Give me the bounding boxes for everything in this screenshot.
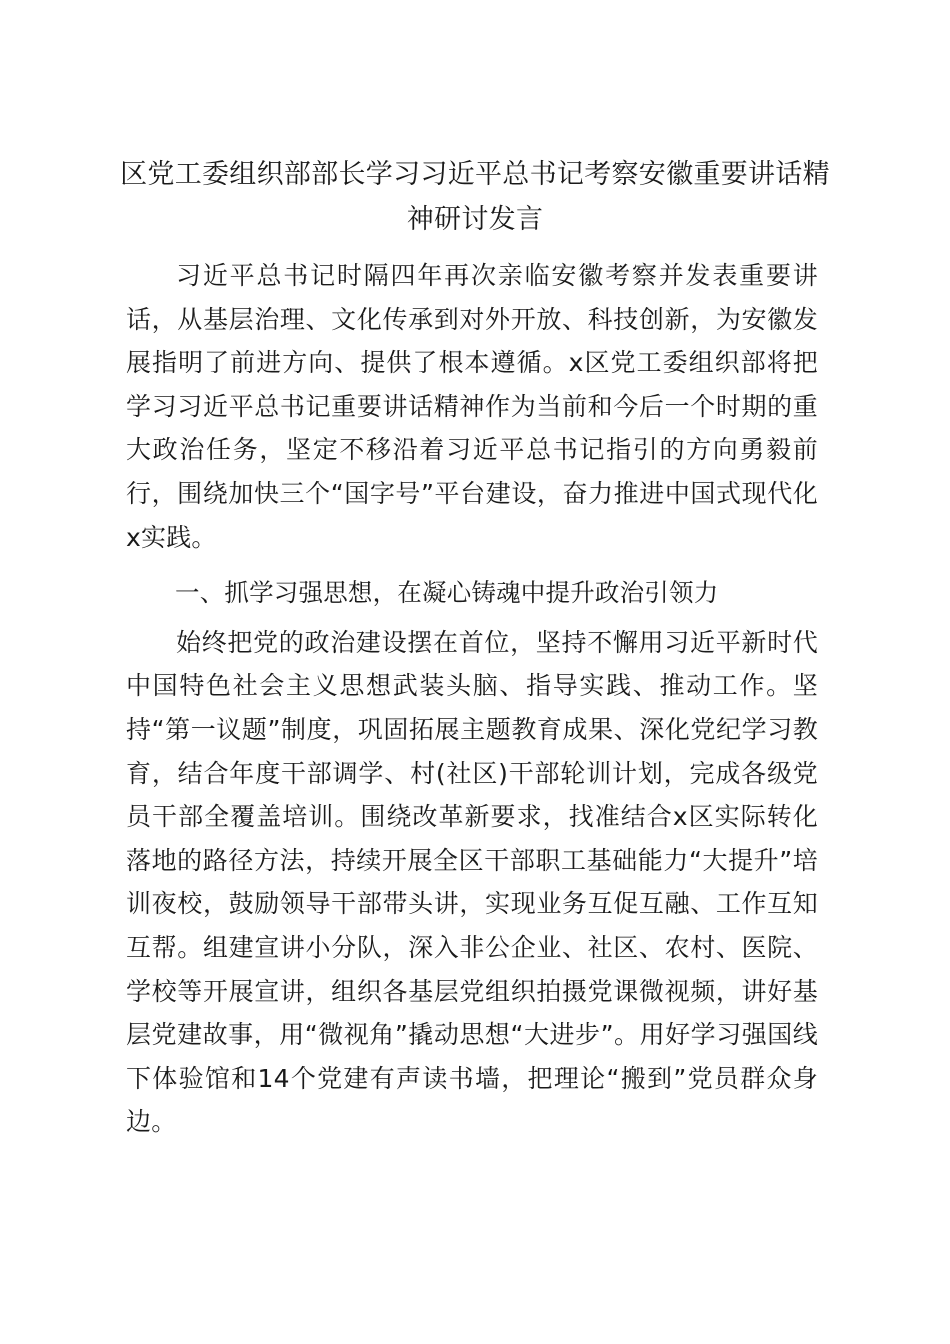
document-body (126, 254, 818, 1144)
intro-paragraph: 习近平总书记时隔四年再次亲临安徽考察并发表重要讲话，从基层治理、文化传承到对外开放、科技创新，为安徽发展指明了前进方向、提供了根本遵循。x区党工委组织部将把学习习近平总书记重要讲话精神作为当前和今后一个时期的重大政治任务，坚定不移沿着习近平总书记指引的方向勇毅前行，围绕加快三个“国字号”平台建设，奋力推进中国式现代化x实践。 (126, 261, 818, 552)
section-paragraph: 始终把党的政治建设摆在首位，坚持不懈用习近平新时代中国特色社会主义思想武装头脑、指导实践、推动工作。坚持“第一议题”制度，巩固拓展主题教育成果、深化党纪学习教育，结合年度干部调学、村(社区)干部轮训计划，完成各级党员干部全覆盖培训。围绕改革新要求，找准结合x区实际转化落地的路径方法，持续开展全区干部职工基础能力“大提升”培训夜校，鼓励领导干部带头讲，实现业务互促互融、工作互知互帮。组建宣讲小分队，深入非公企业、社区、农村、医院、学校等开展宣讲，组织各基层党组织拍摄党课微视频，讲好基层党建故事，用“微视角”撬动思想“大进步”。用好学习强国线下体验馆和14个党建有声读书墙，把理论“搬到”党员群众身边。 (126, 627, 818, 1137)
document-title: 区党工委组织部部长学习习近平总书记考察安徽重要讲话精神研讨发言 (120, 159, 830, 235)
section-heading: 一、抓学习强思想，在凝心铸魂中提升政治引领力 (175, 578, 719, 608)
